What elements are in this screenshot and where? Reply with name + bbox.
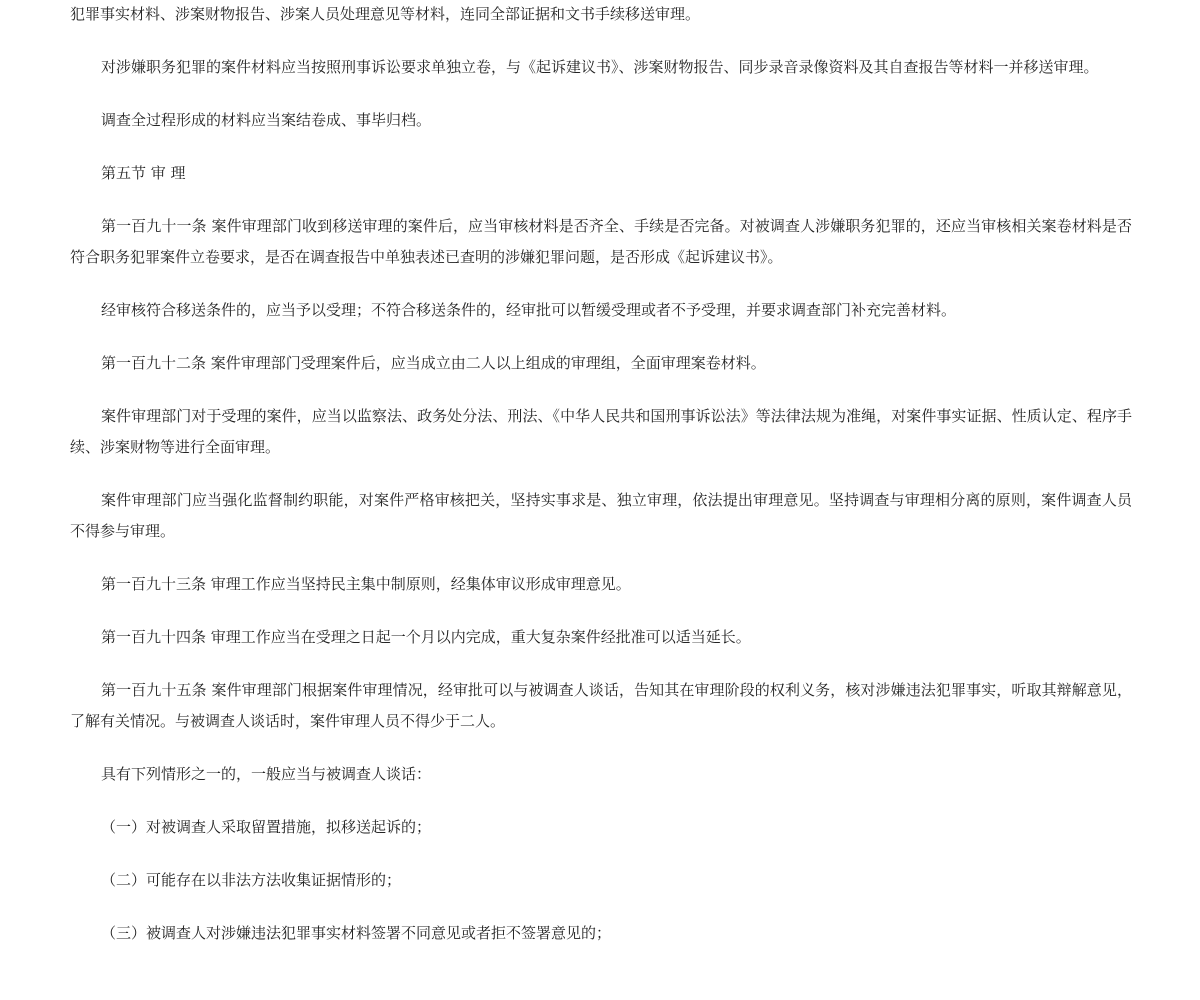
list-item-3: （三）被调查人对涉嫌违法犯罪事实材料签署不同意见或者拒不签署意见的； [101, 924, 612, 942]
paragraph-case-file-rules: 对涉嫌职务犯罪的案件材料应当按照刑事诉讼要求单独立卷，与《起诉建议书》、涉案财物报告、同步录音录像资料及其自查报告等材料一并移送审理。 [101, 58, 1099, 76]
paragraph-supervision: 案件审理部门应当强化监督制约职能，对案件严格审核把关，坚持实事求是、独立审理，依法提出审理意见。坚持调查与审理相分离的原则，案件调查人员不得参与审理。 [70, 491, 1132, 540]
article-193: 第一百九十三条 审理工作应当坚持民主集中制原则，经集体审议形成审理意见。 [101, 575, 631, 593]
paragraph-interview-conditions: 具有下列情形之一的，一般应当与被调查人谈话： [101, 765, 432, 783]
article-194: 第一百九十四条 审理工作应当在受理之日起一个月以内完成，重大复杂案件经批准可以适当延长。 [101, 628, 751, 646]
article-192: 第一百九十二条 案件审理部门受理案件后，应当成立由二人以上组成的审理组，全面审理案卷材料。 [101, 354, 766, 372]
article-191: 第一百九十一条 案件审理部门收到移送审理的案件后，应当审核材料是否齐全、手续是否完备。对被调查人涉嫌职务犯罪的，还应当审核相关案卷材料是否符合职务犯罪案件立卷要求，是否在调查报告中单独表述已查明的涉嫌犯罪问题，是否形成《起诉建议书》。 [70, 217, 1132, 266]
section-heading: 第五节 审 理 [101, 164, 186, 182]
list-item-2: （二）可能存在以非法方法收集证据情形的； [101, 871, 402, 889]
paragraph-continuation: 犯罪事实材料、涉案财物报告、涉案人员处理意见等材料，连同全部证据和文书手续移送审理。 [70, 5, 701, 23]
list-item-1: （一）对被调查人采取留置措施，拟移送起诉的； [101, 818, 432, 836]
paragraph-acceptance: 经审核符合移送条件的，应当予以受理；不符合移送条件的，经审批可以暂缓受理或者不予受理，并要求调查部门补充完善材料。 [101, 301, 957, 319]
article-195: 第一百九十五条 案件审理部门根据案件审理情况，经审批可以与被调查人谈话，告知其在审理阶段的权利义务，核对涉嫌违法犯罪事实，听取其辩解意见，了解有关情况。与被调查人谈话时，案件审理人员不得少于二人。 [70, 681, 1132, 730]
paragraph-archiving: 调查全过程形成的材料应当案结卷成、事毕归档。 [101, 111, 432, 129]
paragraph-full-review: 案件审理部门对于受理的案件，应当以监察法、政务处分法、刑法、《中华人民共和国刑事诉讼法》等法律法规为准绳，对案件事实证据、性质认定、程序手续、涉案财物等进行全面审理。 [70, 407, 1132, 456]
document-body [70, 0, 1132, 971]
